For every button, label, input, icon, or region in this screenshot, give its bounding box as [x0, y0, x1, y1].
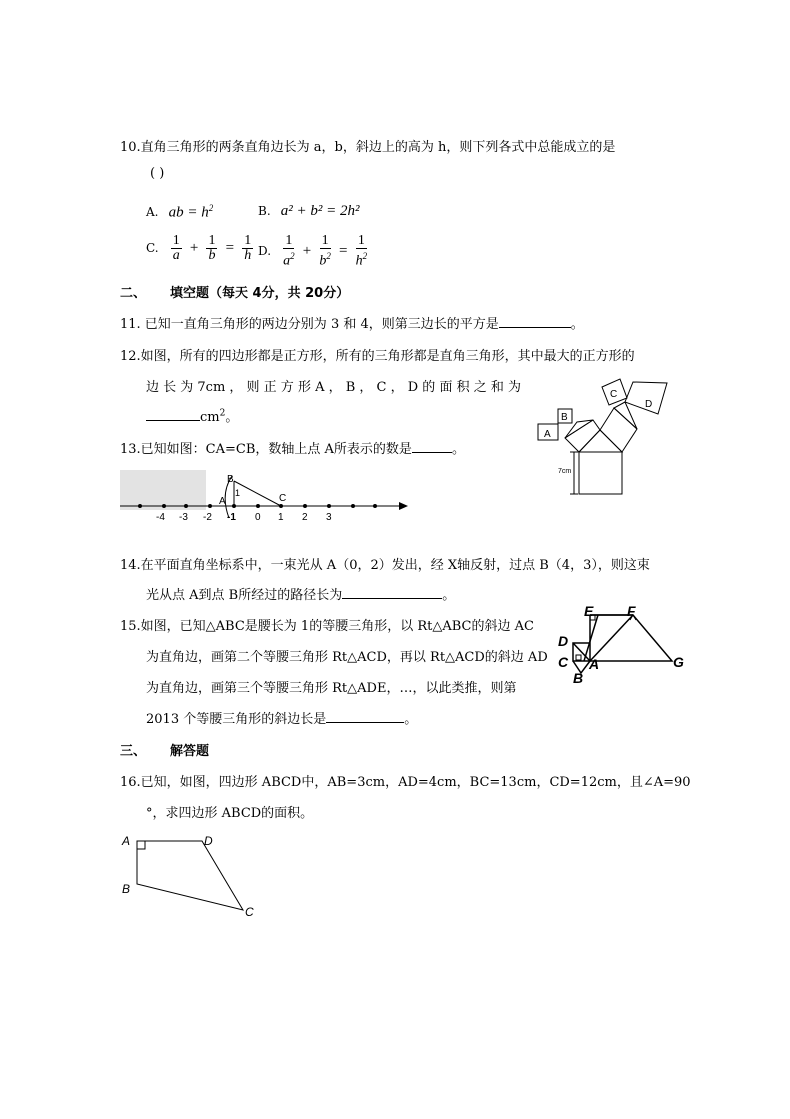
q12-line3: $cm^2$。 — [146, 406, 238, 425]
q13-answer-blank[interactable] — [412, 440, 452, 453]
top-triangle — [579, 430, 622, 452]
label-d: D — [558, 633, 569, 649]
tick-label: -4 — [156, 512, 165, 523]
label-7cm: 7cm — [558, 468, 572, 475]
label-c: C — [279, 493, 287, 504]
tick-label: 3 — [326, 512, 332, 523]
q10-option-c: C. $\frac{1}{a}$ + $\frac{1}{b}$ = $\frac{1}{h}$ — [146, 233, 252, 263]
q12-figure — [530, 372, 680, 498]
tick-label: 1 — [278, 512, 284, 523]
label-a: A — [544, 429, 551, 440]
q15-figure — [552, 603, 692, 685]
tick-label: -1 — [227, 512, 236, 523]
section-2-title: 填空题（每天 4分，共 20分） — [170, 286, 350, 301]
q16-line2: °，求四边形 ABCD的面积。 — [146, 806, 314, 821]
q14-answer-blank[interactable] — [342, 586, 442, 599]
q10-option-b-expr: a² + b² = 2h² — [280, 203, 360, 219]
faded-area — [120, 470, 206, 510]
q16-figure — [118, 830, 268, 922]
quadrilateral-abcd — [137, 841, 243, 910]
label-a: A — [219, 496, 226, 507]
label-g: G — [673, 654, 684, 670]
fraction: $\frac{1}{h^2}$ — [355, 233, 368, 269]
q11-line: 11. 已知一直角三角形的两边分别为 3 和 4，则第三边长的平方是 。 — [120, 317, 584, 332]
label-e: E — [584, 603, 594, 619]
q12-line1: 12.如图，所有的四边形都是正方形，所有的三角形都是直角三角形，其中最大的正方形的 — [120, 349, 635, 364]
label-d: D — [204, 834, 213, 848]
label-f: F — [627, 603, 636, 619]
fraction: $\frac{1}{a}$ — [172, 233, 180, 263]
q12-answer-blank[interactable] — [146, 408, 200, 421]
q15-answer-blank[interactable] — [326, 710, 404, 723]
tick-label: -2 — [203, 512, 212, 523]
label-one: 1 — [235, 488, 241, 498]
label-b: B — [573, 670, 584, 685]
fraction: $\frac{1}{b}$ — [208, 233, 216, 263]
label-b: B — [561, 412, 568, 423]
right-angle-mark — [137, 841, 145, 849]
label-b: B — [122, 882, 131, 896]
q14-line2: 光从点 A到点 B所经过的路径长为 。 — [146, 588, 456, 603]
q10-option-a: A. ab = $h^2$ — [146, 203, 214, 221]
label-c: C — [245, 905, 254, 919]
section-3-number: 三、 — [120, 744, 147, 759]
label-d: D — [645, 399, 653, 410]
q15-line2: 为直角边，画第二个等腰三角形 Rt△ACD，再以 Rt△ACD的斜边 AD — [146, 650, 548, 665]
largest-square — [579, 452, 622, 494]
q10-text: 10.直角三角形的两条直角边长为 a，b，斜边上的高为 h，则下列各式中总能成立的是 — [120, 140, 616, 155]
q16-line1: 16.已知，如图，四边形 ABCD中，AB=3cm，AD=4cm，BC=13cm，CD=12cm，且∠A=90 — [120, 775, 691, 790]
q10-option-a-label: A. — [146, 205, 159, 220]
q10-option-a-expr: ab = h — [168, 204, 209, 221]
q10-option-d-label: D. — [258, 243, 272, 258]
fraction: $\frac{1}{h}$ — [244, 233, 252, 263]
label-b: B — [227, 474, 234, 485]
fraction: $\frac{1}{b^2}$ — [319, 233, 331, 269]
fraction: $\frac{1}{a^2}$ — [283, 233, 295, 269]
q15-line3: 为直角边，画第三个等腰三角形 Rt△ADE，…，以此类推，则第 — [146, 681, 517, 696]
q14-line1: 14.在平面直角坐标系中，一束光从 A（0，2）发出，经 X轴反射，过点 B（4，3），则这束 — [120, 558, 650, 573]
q13-figure — [118, 468, 418, 528]
q13-line: 13.已知如图：CA=CB，数轴上点 A所表示的数是 。 — [120, 442, 465, 457]
label-a: A — [589, 656, 600, 672]
arrow-icon — [399, 502, 408, 510]
q12-line2: 边 长 为 7cm ， 则 正 方 形 A ， B ， C ， D 的 面 积 之 和 为 — [146, 380, 521, 395]
q10-paren: ( ) — [150, 166, 165, 181]
q11-text: 11. 已知一直角三角形的两边分别为 3 和 4，则第三边长的平方是 — [120, 317, 499, 332]
q10-option-b-label: B. — [258, 204, 271, 218]
section-2-number: 二、 — [120, 286, 147, 301]
q11-answer-blank[interactable] — [499, 315, 571, 328]
tick-label: 0 — [255, 512, 261, 523]
left-square — [565, 420, 600, 452]
q15-line4: 2013 个等腰三角形的斜边长是 。 — [146, 712, 418, 727]
label-c: C — [610, 389, 618, 400]
q13-text: 13.已知如图：CA=CB，数轴上点 A所表示的数是 — [120, 442, 412, 457]
label-c: C — [558, 654, 569, 670]
q10-option-b — [258, 203, 360, 220]
right-square — [600, 408, 637, 452]
right-triangle — [614, 402, 637, 429]
q10-option-d: D. $\frac{1}{a^2}$ + $\frac{1}{b^2}$ = $\frac{1}{h^2}$ — [258, 233, 368, 269]
q15-line1: 15.如图，已知△ABC是腰长为 1的等腰三角形，以 Rt△ABC的斜边 AC — [120, 619, 534, 634]
q10-option-c-label: C. — [146, 241, 159, 255]
tick-label: -3 — [179, 512, 188, 523]
tick-label: 2 — [302, 512, 308, 523]
label-a: A — [122, 834, 131, 848]
section-3-title: 解答题 — [170, 744, 210, 759]
